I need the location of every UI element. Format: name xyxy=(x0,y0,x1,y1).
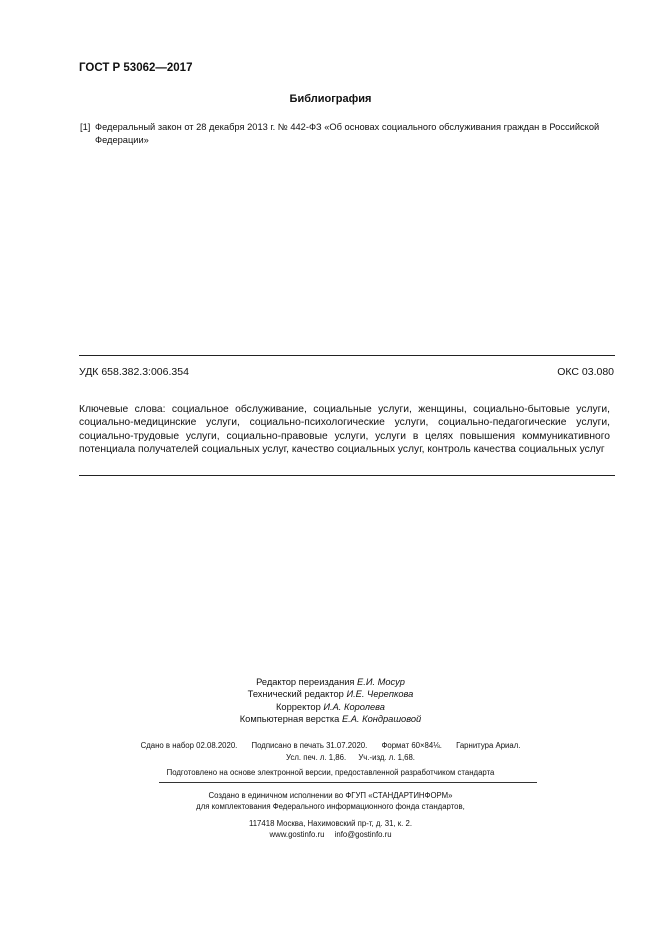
publisher-address: 117418 Москва, Нахимовский пр-т, д. 31, к. 2. xyxy=(248,819,413,828)
staff-name: Е.А. Кондрашовой xyxy=(341,713,422,724)
staff-role: Редактор переиздания xyxy=(256,677,355,687)
publisher-website: www.gostinfo.ru xyxy=(269,830,325,839)
prepared-note: Подготовлено на основе электронной версии, предоставленной разработчиком стандарта xyxy=(166,768,495,777)
section-divider-top xyxy=(79,355,615,356)
bibliography-entry xyxy=(80,121,620,147)
staff-name: Е.И. Мосур xyxy=(357,677,405,687)
print-info xyxy=(0,740,661,764)
print-info-row xyxy=(0,740,661,752)
editorial-staff xyxy=(0,676,661,725)
publisher-block xyxy=(0,790,661,840)
document-code: ГОСТ Р 53062—2017 xyxy=(79,62,193,74)
bibliography-title: Библиография xyxy=(289,93,372,105)
publisher-divider xyxy=(159,782,537,783)
staff-row-proofreader xyxy=(0,701,661,713)
signed-date: Подписано в печать 31.07.2020. xyxy=(251,741,368,750)
keywords-paragraph: Ключевые слова: социальное обслуживание, социальные услуги, женщины, социально-бытовые услуги, социально-медицинские услуги, социально-психологические услуги, социально-педагогические услуги, социально-трудовые услуги, социально-правовые услуги, услуги в целях повышения коммуникативного потенциала получателей социальных услуг, качество социальных услуг, контроль качества социальных услуг xyxy=(79,404,610,456)
print-info-row xyxy=(40,752,661,764)
typeface: Гарнитура Ариал. xyxy=(456,741,521,750)
staff-name: И.А. Королева xyxy=(323,701,385,712)
oks-code: ОКС 03.080 xyxy=(557,366,614,378)
publisher-line: для комплектования Федерального информационного фонда стандартов, xyxy=(196,802,465,811)
staff-row-tech-editor xyxy=(0,688,661,700)
publisher-sheets: Уч.-изд. л. 1,68. xyxy=(358,753,415,762)
staff-role: Компьютерная верстка xyxy=(239,713,340,724)
staff-row-layout xyxy=(0,713,661,725)
staff-role: Технический редактор xyxy=(247,689,344,700)
section-divider-bottom xyxy=(79,475,615,476)
udk-code: УДК 658.382.3:006.354 xyxy=(79,366,189,378)
paper-format: Формат 60×84⅛. xyxy=(381,741,442,750)
staff-role: Корректор xyxy=(276,701,321,712)
bibliography-entry-number: [1] xyxy=(80,122,91,132)
publisher-contacts xyxy=(0,829,661,840)
staff-row-editor xyxy=(0,676,661,688)
publisher-email: info@gostinfo.ru xyxy=(334,830,392,839)
print-sheets: Усл. печ. л. 1,86. xyxy=(286,753,347,762)
publisher-line: Создано в единичном исполнении во ФГУП «СТАНДАРТИНФОРМ» xyxy=(208,791,453,800)
submitted-date: Сдано в набор 02.08.2020. xyxy=(140,741,238,750)
staff-name: И.Е. Черепкова xyxy=(346,689,414,700)
bibliography-entry-text: Федеральный закон от 28 декабря 2013 г. № 442-ФЗ «Об основах социального обслуживания граждан в Российской Федерации» xyxy=(95,122,600,145)
